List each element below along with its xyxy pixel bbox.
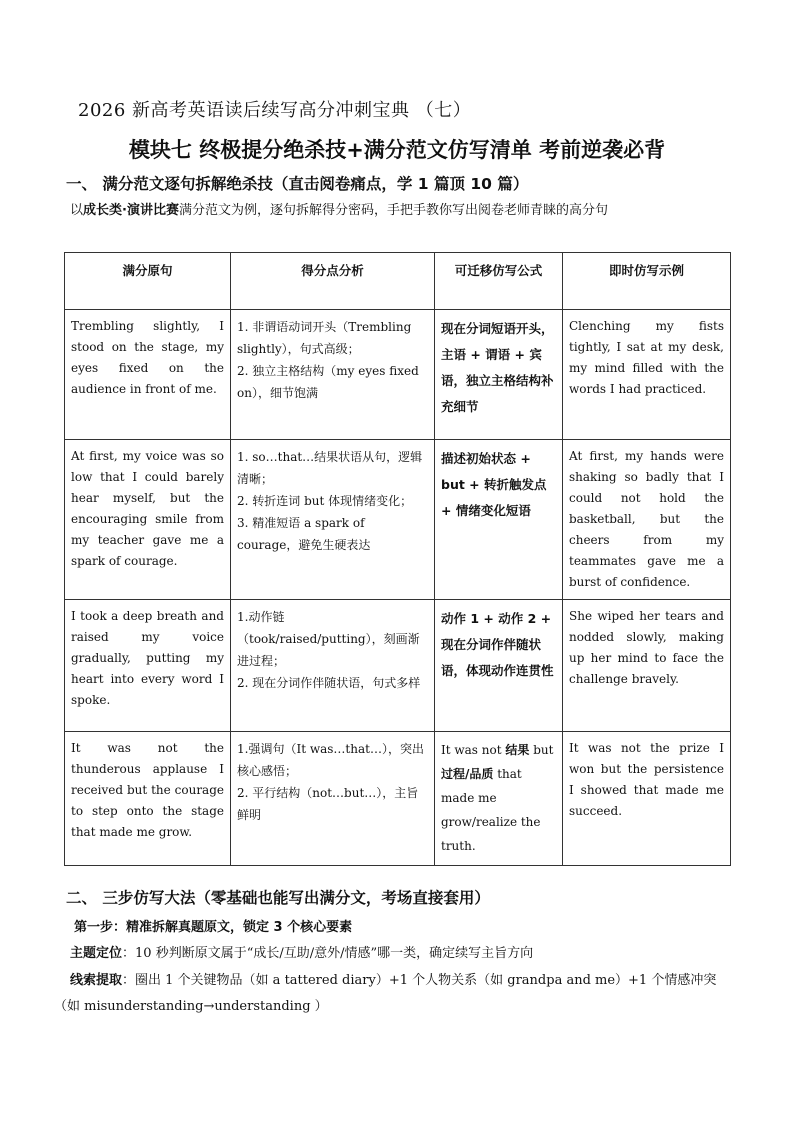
analysis-point: 1.强调句（It was…that…），突出核心感悟； xyxy=(237,742,424,778)
clue-label: 线索提取 xyxy=(70,973,123,988)
step-1-heading xyxy=(74,916,352,935)
original-sentence: I took a deep breath and raised my voice gradually, putting my heart into every word I spoke. xyxy=(65,600,231,732)
table-row xyxy=(65,310,731,440)
analysis-point: 1.动作链（took/raised/putting），刻画渐进过程； xyxy=(237,610,420,668)
analysis-point: 2. 独立主格结构（my eyes fixed on），细节饱满 xyxy=(237,364,419,400)
imitation-example: At first, my hands were shaking so badly that I could not hold the basketball, but the cheers from my teammates gave me a burst of confidence. xyxy=(563,440,731,600)
score-analysis xyxy=(231,732,435,866)
original-sentence: It was not the thunderous applause I received but the courage to step onto the stage that made me grow. xyxy=(65,732,231,866)
score-analysis xyxy=(231,600,435,732)
theme-text: ：10 秒判断原文属于“成长/互助/意外/情感”哪一类，确定续写主旨方向 xyxy=(122,946,534,961)
analysis-point: 2. 平行结构（not…but…），主旨鲜明 xyxy=(237,786,419,822)
intro-rest: 满分范文为例，逐句拆解得分密码，手把手教你写出阅卷老师青睐的高分句 xyxy=(178,203,608,218)
module-title: 模块七 终极提分绝杀技+满分范文仿写清单 考前逆袭必背 xyxy=(128,138,666,162)
score-analysis xyxy=(231,310,435,440)
formula-text: that made me grow/realize the truth. xyxy=(441,767,541,853)
formula-text: but xyxy=(529,743,554,757)
step-1-title: 第一步：精准拆解真题原文，锁定 3 个核心要素 xyxy=(74,920,353,935)
table-row xyxy=(65,440,731,600)
analysis-point: 1. so…that…结果状语从句，逻辑清晰； xyxy=(237,450,423,486)
analysis-table xyxy=(64,252,731,866)
formula-keyword: 结果 xyxy=(505,743,530,757)
formula-text: It was not xyxy=(441,743,506,757)
theme-positioning-line xyxy=(70,941,750,967)
table-row xyxy=(65,600,731,732)
imitation-formula xyxy=(435,732,563,866)
theme-label: 主题定位 xyxy=(70,946,123,961)
imitation-example: It was not the prize I won but the persistence I showed that made me succeed. xyxy=(563,732,731,866)
table-row xyxy=(65,732,731,866)
intro-bold: 成长类·演讲比赛 xyxy=(83,203,179,218)
score-analysis xyxy=(231,440,435,600)
analysis-point: 2. 现在分词作伴随状语，句式多样 xyxy=(237,676,421,690)
imitation-formula: 描述初始状态 + but + 转折触发点 + 情绪变化短语 xyxy=(435,440,563,600)
section-1-heading: 一、 满分范文逐句拆解绝杀技（直击阅卷痛点，学 1 篇顶 10 篇） xyxy=(66,175,529,193)
imitation-formula: 现在分词短语开头，主语 + 谓语 + 宾语，独立主格结构补充细节 xyxy=(435,310,563,440)
imitation-formula: 动作 1 + 动作 2 + 现在分词作伴随状语，体现动作连贯性 xyxy=(435,600,563,732)
analysis-point: 3. 精准短语 a spark of courage，避免生硬表达 xyxy=(237,516,371,552)
header-example: 即时仿写示例 xyxy=(563,253,731,310)
header-original: 满分原句 xyxy=(65,253,231,310)
intro-prefix: 以 xyxy=(70,203,84,218)
analysis-point: 2. 转折连词 but 体现情绪变化； xyxy=(237,494,413,508)
original-sentence: Trembling slightly, I stood on the stage, my eyes fixed on the audience in front of me. xyxy=(65,310,231,440)
imitation-example: She wiped her tears and nodded slowly, making up her mind to face the challenge bravely. xyxy=(563,600,731,732)
section-2-heading: 二、 三步仿写大法（零基础也能写出满分文，考场直接套用） xyxy=(66,889,490,907)
analysis-point: 1. 非谓语动词开头（Trembling slightly），句式高级； xyxy=(237,320,412,356)
clue-extraction-line xyxy=(54,968,734,1020)
document-subtitle: 2026 新高考英语读后续写高分冲刺宝典 （七） xyxy=(78,100,472,121)
formula-keyword: 过程/品质 xyxy=(441,767,494,781)
header-formula: 可迁移仿写公式 xyxy=(435,253,563,310)
clue-text: ：圈出 1 个关键物品（如 a tattered diary）+1 个人物关系（如 grandpa and me）+1 个情感冲突（如 misunderstanding→understanding ） xyxy=(54,973,717,1014)
header-analysis: 得分点分析 xyxy=(231,253,435,310)
table-header-row xyxy=(65,253,731,310)
imitation-example: Clenching my fists tightly, I sat at my desk, my mind filled with the words I had practiced. xyxy=(563,310,731,440)
section-1-intro xyxy=(70,200,735,222)
original-sentence: At first, my voice was so low that I could barely hear myself, but the encouraging smile from my teacher gave me a spark of courage. xyxy=(65,440,231,600)
